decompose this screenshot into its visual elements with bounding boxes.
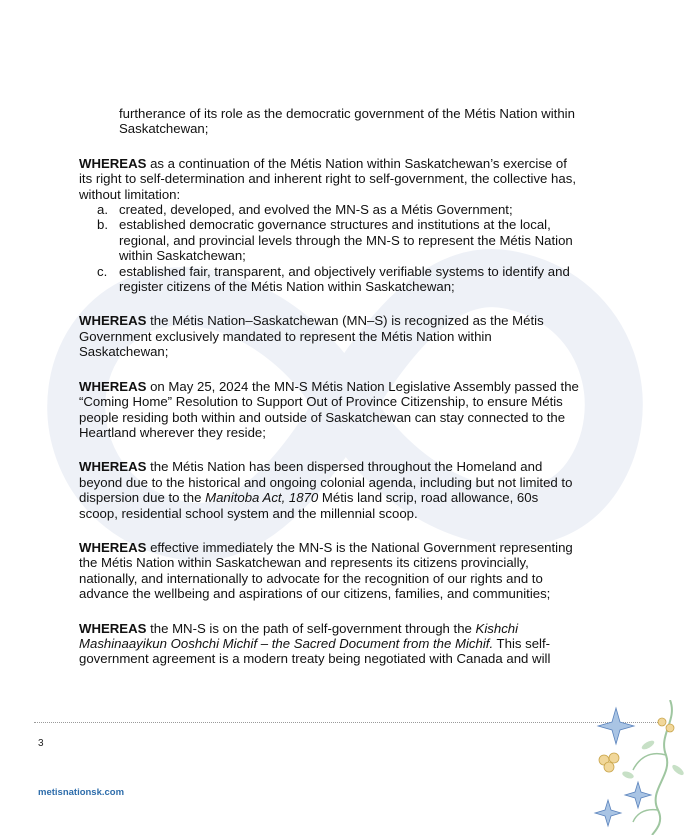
whereas-clause-3: WHEREAS on May 25, 2024 the MN-S Métis Nation Legislative Assembly passed the “Coming Home” Resolution to Support Out of Province Citizenship, to ensure Métis people residing both within and outside of Saskatchewan can stay connected to the Heartland wherever they reside; bbox=[79, 378, 579, 440]
whereas-clause-4: WHEREAS the Métis Nation has been dispersed throughout the Homeland and beyond due to the historical and ongoing colonial agenda, including but not limited to dispersion due to the Manitoba Act, 1870 Métis land scrip, road allowance, 60s scoop, residential school system and the millennial scoop. bbox=[79, 459, 573, 521]
whereas-keyword: WHEREAS bbox=[79, 378, 147, 394]
whereas-keyword: WHEREAS bbox=[79, 155, 147, 171]
whereas-keyword: WHEREAS bbox=[79, 620, 147, 636]
whereas-keyword: WHEREAS bbox=[79, 313, 147, 329]
whereas-clause-2: WHEREAS the Métis Nation–Saskatchewan (MN–S) is recognized as the Métis Government exclusively mandated to represent the Métis Nation within Saskatchewan; bbox=[79, 313, 544, 360]
whereas-clause-6: WHEREAS the MN-S is on the path of self-government through the Kishchi Mashinaayikun Ooshchi Michif – the Sacred Document from the Michif. This self-government agreement is a modern treaty being negotiated with Canada and will bbox=[79, 620, 551, 667]
list-item: b. established democratic governance structures and institutions at the local, regional, and provincial levels through the MN-S to represent the Métis Nation within Saskatchewan; bbox=[97, 217, 573, 264]
whereas-keyword: WHEREAS bbox=[79, 459, 147, 475]
whereas-clause-1: WHEREAS as a continuation of the Métis Nation within Saskatchewan’s exercise of its right to self-determination and inherent right to self-government, the collective has, without limitation: bbox=[79, 155, 576, 202]
footer-divider bbox=[34, 722, 658, 723]
page-number: 3 bbox=[38, 738, 44, 749]
intro-paragraph: furtherance of its role as the democratic government of the Métis Nation within Saskatchewan; bbox=[119, 106, 575, 137]
website-link[interactable]: metisnationsk.com bbox=[38, 787, 125, 798]
floral-beadwork-icon bbox=[578, 700, 690, 835]
whereas-clause-5: WHEREAS effective immediately the MN-S is the National Government representing the Métis Nation within Saskatchewan and represents its citizens provincially, nationally, and internationally to advocate for the recognition of our rights and to advance the wellbeing and aspirations of our citizens, families, and communities; bbox=[79, 539, 573, 602]
list-item: a. created, developed, and evolved the MN-S as a Métis Government; bbox=[97, 202, 513, 218]
clause-1-list bbox=[79, 202, 580, 294]
document-body bbox=[79, 106, 580, 686]
list-item: c. established fair, transparent, and objectively verifiable systems to identify and register citizens of the Métis Nation within Saskatchewan; bbox=[97, 263, 570, 295]
whereas-keyword: WHEREAS bbox=[79, 539, 147, 555]
